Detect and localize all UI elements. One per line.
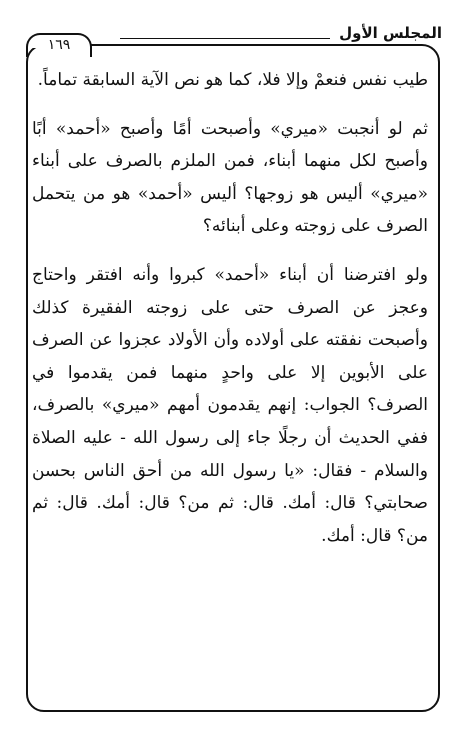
chapter-title: المجلس الأول [339, 24, 442, 42]
paragraph-text: ثم لو أنجبت «ميري» وأصبحت أمًا وأصبح «أحمد» أبًا وأصبح لكل منهما أبناء، فمن الملزم بالصرف على أبناء «ميري» أليس هو زوجها؟ أليس «أحمد» هو من يتحمل الصرف على زوجته وعلى أبنائه؟ [32, 118, 428, 237]
paragraph-text: ولو افترضنا أن أبناء «أحمد» كبروا وأنه افتقر واحتاج وعجز عن الصرف حتى على زوجته الفقيرة كذلك وأصبحت نفقته على أولاده وأن الأولاد عجزوا عن الصرف على الأبوين إلا على واحدٍ منهما فمن يقدموا في الصرف؟ الجواب: إنهم يقدمون أمهم «ميري» بالصرف، ففي الحديث أن رجلًا جاء إلى رسول الله - عليه الصلاة والسلام - فقال: «يا رسول الله من أحق الناس بحسن صحابتي؟ قال: أمك. قال: ثم من؟ قال: أمك. قال: ثم من؟ قال: أمك. [32, 264, 428, 546]
page-number: ١٦٩ [47, 37, 71, 53]
body-text [32, 64, 428, 552]
header-rule [120, 38, 330, 39]
paragraph-1 [32, 64, 428, 97]
paragraph-text: طيب نفس فنعمْ وإلا فلا، كما هو نص الآية السابقة تماماً. [37, 70, 428, 90]
paragraph-2 [32, 113, 428, 243]
paragraph-3 [32, 259, 428, 552]
